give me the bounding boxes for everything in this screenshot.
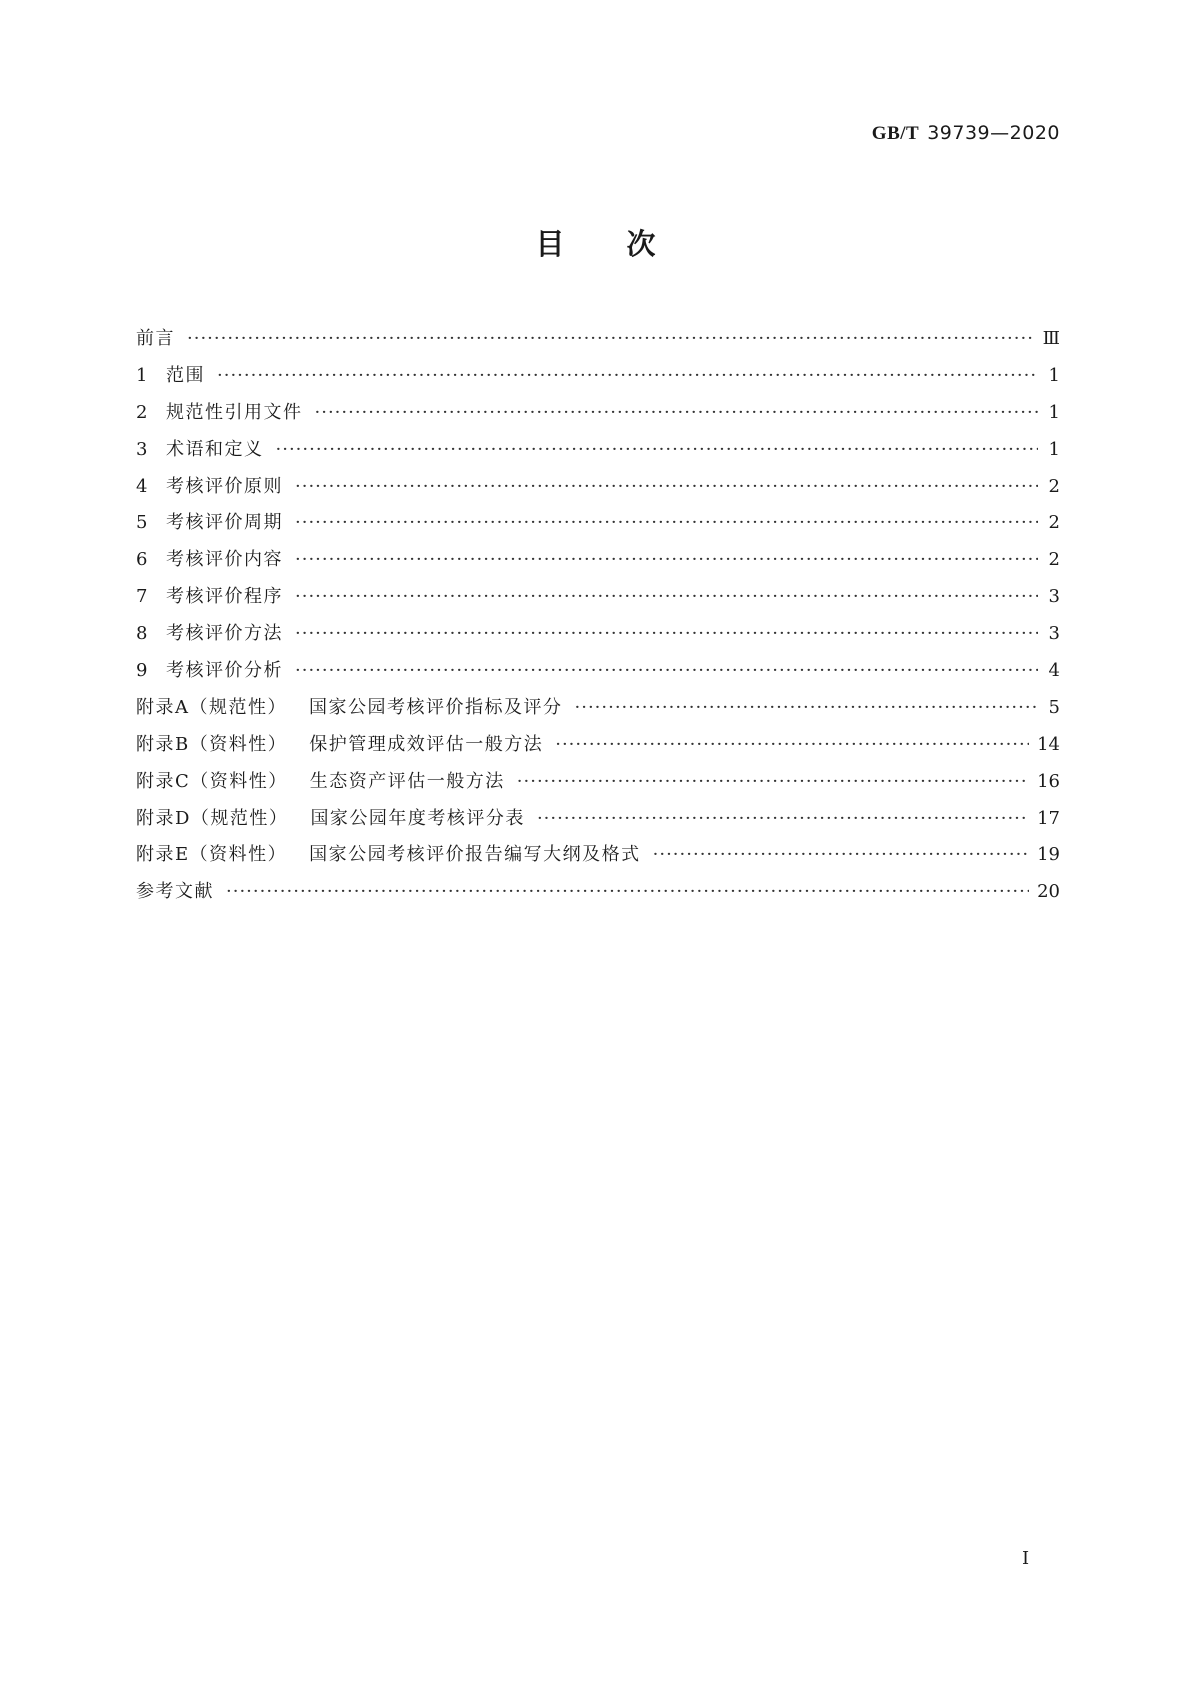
toc-entry-title: 生态资产评估一般方法 [309,770,505,792]
toc-entry[interactable] [136,693,1060,730]
toc-entry-page: 16 [1037,770,1060,792]
toc-leader-dots [217,365,1038,386]
toc-entry-number: 9 [136,660,148,682]
toc-entry-number: 2 [136,401,148,423]
toc-entry-page: 17 [1037,807,1060,829]
toc-leader-dots [295,623,1038,644]
toc-entry[interactable] [136,656,1060,693]
toc-entry[interactable] [136,877,1060,914]
toc-entry-page: 3 [1048,586,1060,608]
standard-code-prefix: GB/T [871,123,920,144]
toc-entry-title: 考核评价内容 [166,549,283,571]
toc-entry[interactable] [136,545,1060,582]
toc-entry[interactable] [136,435,1060,472]
toc-entry[interactable] [136,767,1060,804]
toc-entry-number: 3 [136,438,148,460]
toc-leader-dots [517,771,1029,792]
toc-leader-dots [555,734,1029,755]
toc-entry-page: 3 [1048,623,1060,645]
toc-entry-number: 7 [136,586,148,608]
toc-entry-title: 国家公园考核评价指标及评分 [309,696,563,718]
toc-entry-title: 考核评价程序 [166,586,283,608]
toc-leader-dots [295,549,1038,570]
toc-entry-title: 国家公园年度考核评分表 [310,807,525,829]
toc-entry-title: 前言 [136,328,175,349]
toc-entry[interactable] [136,840,1060,877]
toc-annex-label: 附录B（资料性） [136,733,288,755]
page-number: I [1022,1548,1030,1569]
toc-entry[interactable] [136,582,1060,619]
toc-entry-page: 2 [1048,475,1060,497]
toc-entry-page: 1 [1048,364,1060,386]
toc-annex-label: 附录A（规范性） [136,696,287,718]
toc-entry-title: 术语和定义 [166,438,264,460]
toc-entry-number: 5 [136,512,148,534]
toc-leader-dots [295,512,1038,533]
toc-entry-page: 4 [1048,660,1060,682]
toc-entry-title: 考核评价原则 [166,475,283,497]
toc-entry[interactable] [136,398,1060,435]
toc-entry-title: 国家公园考核评价报告编写大纲及格式 [309,844,641,866]
toc-entry-title: 保护管理成效评估一般方法 [309,733,544,755]
toc-leader-dots [295,660,1038,681]
toc-entry-page: 5 [1048,696,1060,718]
toc-leader-dots [537,808,1029,829]
toc-entry[interactable] [136,324,1060,361]
toc-entry-title: 考核评价方法 [166,623,283,645]
toc-annex-label: 附录E（资料性） [136,844,288,866]
toc-annex-label: 附录D（规范性） [136,807,289,829]
toc-entry-title: 考核评价周期 [166,512,283,534]
table-of-contents [136,324,1060,914]
toc-leader-dots [295,586,1038,607]
toc-entry-page: 20 [1037,881,1060,903]
toc-entry-page: Ⅲ [1042,328,1060,349]
toc-leader-dots [295,476,1038,497]
toc-entry-title: 规范性引用文件 [166,401,303,423]
toc-entry-number: 6 [136,549,148,571]
toc-entry-page: 2 [1048,549,1060,571]
toc-leader-dots [276,439,1039,460]
toc-leader-dots [187,328,1035,349]
toc-leader-dots [575,697,1039,718]
toc-entry-page: 19 [1037,844,1060,866]
toc-entry-page: 2 [1048,512,1060,534]
toc-entry-number: 4 [136,475,148,497]
toc-leader-dots [653,844,1029,865]
toc-leader-dots [315,402,1039,423]
toc-leader-dots [226,881,1029,902]
toc-entry[interactable] [136,508,1060,545]
toc-entry-number: 1 [136,364,148,386]
toc-entry[interactable] [136,730,1060,767]
toc-entry-page: 1 [1048,401,1060,423]
toc-entry-number: 8 [136,623,148,645]
standard-code-number: 39739—2020 [927,122,1060,144]
toc-entry-title: 考核评价分析 [166,660,283,682]
toc-annex-label: 附录C（资料性） [136,770,288,792]
toc-entry[interactable] [136,619,1060,656]
page-title: 目次 [535,227,718,261]
toc-entry[interactable] [136,804,1060,841]
toc-entry-title: 参考文献 [136,881,214,903]
toc-entry[interactable] [136,472,1060,509]
standard-code [872,122,1060,145]
toc-entry-page: 1 [1048,438,1060,460]
toc-entry-title: 范围 [166,364,205,386]
toc-entry[interactable] [136,361,1060,398]
toc-entry-page: 14 [1037,733,1060,755]
